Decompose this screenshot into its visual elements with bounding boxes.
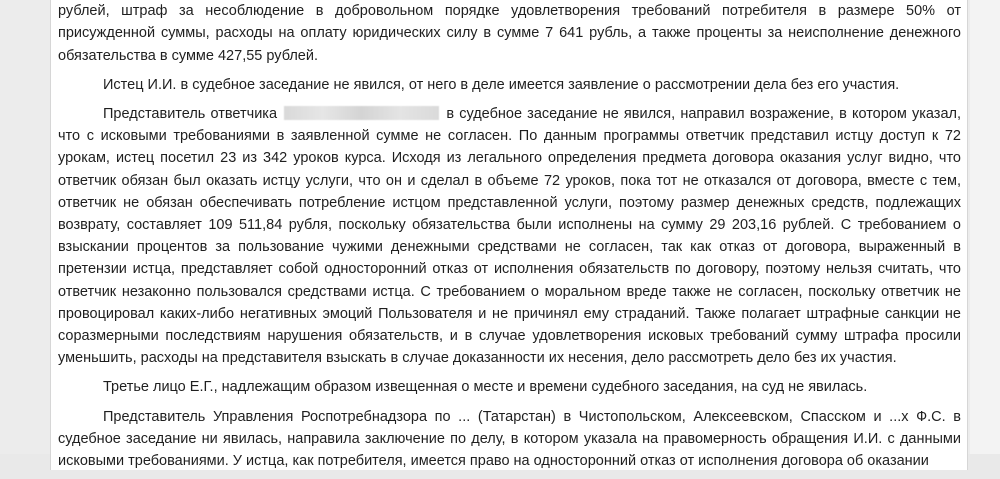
document-page (50, 0, 968, 470)
paragraph-rospotrebnadzor: Представитель Управления Роспотребнадзора по ... (Татарстан) в Чистопольском, Алексеевском, Спасском и ...х Ф.С. в судебное заседание ни явилась, направила заключение по делу, в котором указала на правомерность обращения И.И. с данными исковыми требованиями. У истца, как потребителя, имеется право на односторонний отказ от исполнения договора об оказании (58, 408, 961, 470)
right-gutter (970, 0, 1000, 454)
defendant-intro: Представитель ответчика (103, 106, 278, 123)
redacted-defendant-name (284, 106, 439, 120)
document-body (58, 0, 961, 479)
paragraph-third-party: Третье лицо Е.Г., надлежащим образом извещенная о месте и времени судебного заседания, на суд не явилась. (103, 379, 868, 396)
paragraph-claims (58, 0, 961, 67)
paragraph-plaintiff-absent: Истец И.И. в судебное заседание не явился, от него в деле имеется заявление о рассмотрении дела без его участия. (103, 76, 900, 93)
paragraph-defendant-objection (58, 103, 961, 369)
paragraph-claims-rest: рублей, штраф за несоблюдение в добровольном порядке удовлетворения требований потребителя в размере 50% от присужденной суммы, расходы на оплату юридических силу в сумме 7 641 рубль, а также проценты за неисполнение денежного обязательства в сумме 427,55 рублей. (58, 3, 961, 64)
defendant-objection-text: в судебное заседание не явился, направил возражение, в котором указал, что с исковыми требованиями в заявленной сумме не согласен. По данным программы ответчик представил истцу доступ к 72 урокам, истец посетил 23 из 342 уроков курса. Исходя из легального определения предмета договора оказания услуг видно, что ответчик обязан был оказать истцу услуги, что он и сделал в объеме 72 уроков, пока тот не отказался от договора, вместе с тем, ответчик не обязан обеспечивать потребление истцом представленной услуги, поэтому размер денежных средств, подлежащих возврату, составляет 109 511,84 рубля, поскольку обязательства были исполнены на сумму 29 203,16 рублей. С требованием о взыскании процентов за пользование чужими денежными средствами не согласен, так как отказ от договора, выраженный в претензии истца, представляет собой односторонний отказ от исполнения обязательств по договору, поэтому нельзя считать, что ответчик незаконно пользовался средствами истца. С требованием о моральном вреде также не согласен, поскольку ответчик не провоцировал каких-либо негативных эмоций Пользователя и не причинял ему страданий. Также полагает штрафные санкции не соразмерными последствиям нарушения обязательств, и в случае удовлетворения исковых требований сумму штрафа просили уменьшить, расходы на представителя взыскать в случае доказанности их несения, дело рассмотреть дело без их участия. (58, 106, 962, 367)
